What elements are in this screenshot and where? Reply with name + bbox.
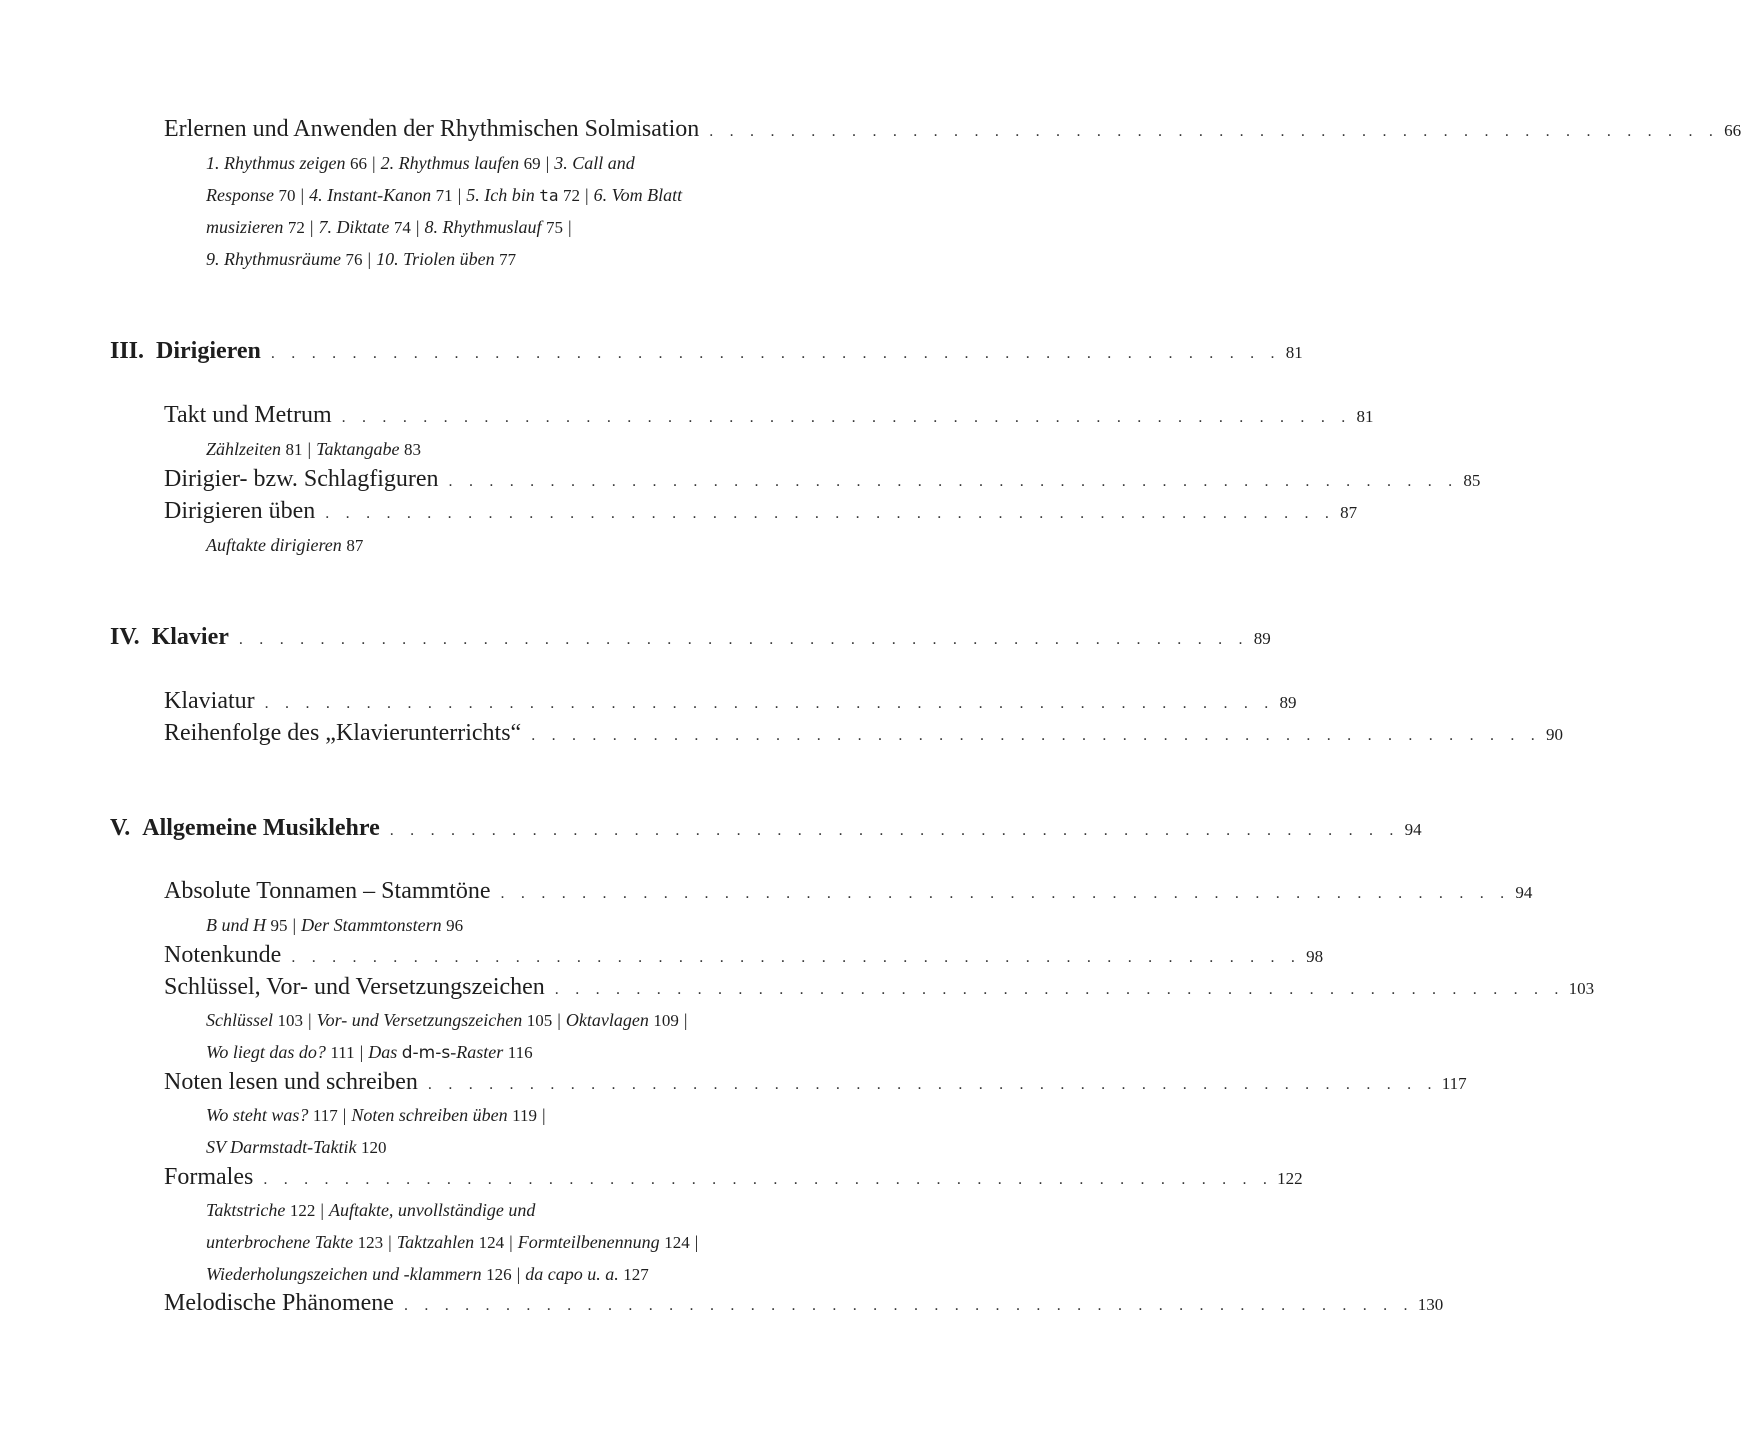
- subentry-page: 66: [349, 154, 367, 173]
- subentry-title: Das: [368, 1042, 398, 1062]
- subentry-page: 109: [653, 1011, 679, 1030]
- toc-entry-formales[interactable]: [164, 1164, 1303, 1191]
- subentry-title: Der Stammtonstern: [301, 915, 442, 935]
- subentry-title: 9. Rhythmusräume: [206, 249, 341, 269]
- chapter-page: 94: [1404, 820, 1422, 839]
- dot-leader: . . . . . . . . . . . . . . . . . . . . . . . . . . . . . . . . . . . . . . . . . . . . . . . . . .: [448, 473, 1459, 490]
- toc-entry-reihenfolge[interactable]: [164, 720, 1563, 747]
- toc-entry-schlagfiguren[interactable]: [164, 466, 1481, 493]
- separator: |: [300, 185, 305, 205]
- chapter-numeral: III.: [110, 338, 145, 364]
- dot-leader: . . . . . . . . . . . . . . . . . . . . . . . . . . . . . . . . . . . . . . . . . . . . . . . . . .: [389, 822, 1400, 839]
- chapter-heading-klavier[interactable]: [110, 624, 1271, 651]
- separator: |: [308, 1010, 312, 1030]
- chapter-heading-dirigieren[interactable]: [110, 338, 1303, 365]
- subentry-page: 72: [287, 218, 305, 237]
- separator: |: [415, 217, 420, 237]
- toc-entry-melodische-phaenomene[interactable]: [164, 1290, 1444, 1317]
- subentry-title: musizieren: [206, 217, 284, 237]
- subentry-page: 69: [523, 154, 541, 173]
- toc-entry-notenkunde[interactable]: [164, 942, 1324, 969]
- subentry-line: [206, 1010, 692, 1031]
- separator: |: [309, 217, 314, 237]
- subentry-page: 120: [361, 1138, 387, 1157]
- toc-entry-schluessel[interactable]: [164, 974, 1595, 1001]
- separator: |: [584, 185, 589, 205]
- subentry-line: [206, 915, 463, 936]
- entry-title: Reihenfolge des „Klavierunterrichts“: [164, 720, 522, 746]
- chapter-numeral: V.: [110, 815, 131, 841]
- separator: |: [694, 1232, 699, 1252]
- subentry-page: 81: [285, 440, 303, 459]
- separator: |: [542, 1105, 546, 1125]
- subentry-page: 103: [277, 1011, 303, 1030]
- subentry-title: Formteilbenennung: [517, 1232, 660, 1252]
- entry-page: 87: [1340, 503, 1358, 522]
- toc-entry-rhythmische-solmisation[interactable]: [164, 116, 1741, 143]
- entry-page: 98: [1306, 947, 1324, 966]
- dot-leader: . . . . . . . . . . . . . . . . . . . . . . . . . . . . . . . . . . . . . . . . . . . . . . . . . .: [500, 885, 1511, 902]
- entry-title: Notenkunde: [164, 942, 282, 968]
- entry-title: Erlernen und Anwenden der Rhythmischen Solmisation: [164, 116, 700, 142]
- subentry-title: da capo u. a.: [525, 1264, 619, 1284]
- entry-title: Takt und Metrum: [164, 402, 332, 428]
- subentry-title: Schlüssel: [206, 1010, 273, 1030]
- separator: |: [320, 1200, 324, 1220]
- subentry-title: Wo liegt das do?: [206, 1042, 326, 1062]
- subentry-title: Noten schreiben üben: [351, 1105, 508, 1125]
- subentry-title: Oktavlagen: [565, 1010, 649, 1030]
- subentry-page: 75: [546, 218, 564, 237]
- chapter-title: Dirigieren: [156, 338, 261, 364]
- subentry-page: 124: [664, 1233, 690, 1252]
- separator: |: [683, 1010, 688, 1030]
- entry-title: Schlüssel, Vor- und Versetzungszeichen: [164, 974, 545, 1000]
- entry-page: 130: [1417, 1295, 1444, 1314]
- toc-entry-absolute-tonnamen[interactable]: [164, 878, 1533, 905]
- separator: |: [545, 153, 550, 173]
- subentry-line: [206, 153, 635, 174]
- entry-page: 122: [1277, 1169, 1303, 1188]
- subentry-page: 105: [526, 1011, 553, 1030]
- chapter-page: 81: [1285, 343, 1303, 362]
- entry-title: Dirigier- bzw. Schlagfiguren: [164, 466, 439, 492]
- subentry-title: Taktzahlen: [396, 1232, 475, 1252]
- entry-title: Noten lesen und schreiben: [164, 1069, 418, 1095]
- subentry-title: Taktstriche: [206, 1200, 286, 1220]
- subentry-title: 6. Vom Blatt: [593, 185, 683, 205]
- subentry-page: 123: [357, 1233, 384, 1252]
- subentry-line: [206, 535, 363, 556]
- toc-entry-noten-lesen[interactable]: [164, 1069, 1467, 1096]
- subentry-page: 122: [289, 1201, 316, 1220]
- subentry-page: 116: [507, 1043, 533, 1062]
- subentry-page: 96: [446, 916, 464, 935]
- chapter-heading-allgemeine-musiklehre[interactable]: [110, 815, 1422, 842]
- subentry-page: 119: [512, 1106, 538, 1125]
- subentry-title: 1. Rhythmus zeigen: [206, 153, 346, 173]
- subentry-page: 72: [562, 186, 580, 205]
- subentry-page: 117: [312, 1106, 338, 1125]
- dot-leader: . . . . . . . . . . . . . . . . . . . . . . . . . . . . . . . . . . . . . . . . . . . . . . . . . .: [264, 695, 1275, 712]
- entry-page: 117: [1441, 1074, 1467, 1093]
- dot-leader: . . . . . . . . . . . . . . . . . . . . . . . . . . . . . . . . . . . . . . . . . . . . . . . . . .: [238, 631, 1249, 648]
- chapter-title: Allgemeine Musiklehre: [142, 815, 380, 841]
- entry-title: Klaviatur: [164, 688, 255, 714]
- solfege-syllables: d-m-s: [401, 1043, 451, 1063]
- subentry-page: 127: [623, 1265, 649, 1284]
- subentry-title: 7. Diktate: [318, 217, 390, 237]
- subentry-title: 2. Rhythmus laufen: [380, 153, 520, 173]
- subentry-line: [206, 185, 682, 206]
- toc-entry-klaviatur[interactable]: [164, 688, 1297, 715]
- subentry-title: Auftakte dirigieren: [206, 535, 342, 555]
- entry-title: Dirigieren üben: [164, 498, 316, 524]
- entry-title: Absolute Tonnamen – Stammtöne: [164, 878, 491, 904]
- subentry-title: Wo steht was?: [206, 1105, 309, 1125]
- subentry-title: B und H: [206, 915, 266, 935]
- separator: |: [367, 249, 372, 269]
- dot-leader: . . . . . . . . . . . . . . . . . . . . . . . . . . . . . . . . . . . . . . . . . . . . . . . . . .: [709, 123, 1720, 140]
- subentry-title: Taktangabe: [316, 439, 400, 459]
- dot-leader: . . . . . . . . . . . . . . . . . . . . . . . . . . . . . . . . . . . . . . . . . . . . . . . . . .: [325, 505, 1336, 522]
- dot-leader: . . . . . . . . . . . . . . . . . . . . . . . . . . . . . . . . . . . . . . . . . . . . . . . . . .: [291, 949, 1302, 966]
- subentry-title: 5. Ich bin: [466, 185, 535, 205]
- entry-title: Formales: [164, 1164, 254, 1190]
- separator: |: [388, 1232, 392, 1252]
- entry-page: 81: [1356, 407, 1374, 426]
- toc-entry-dirigieren-ueben[interactable]: [164, 498, 1358, 525]
- toc-entry-takt-und-metrum[interactable]: [164, 402, 1374, 429]
- dot-leader: . . . . . . . . . . . . . . . . . . . . . . . . . . . . . . . . . . . . . . . . . . . . . . . . . .: [554, 981, 1565, 998]
- subentry-title: unterbrochene Takte: [206, 1232, 354, 1252]
- separator: |: [359, 1042, 364, 1062]
- subentry-title: 3. Call and: [554, 153, 635, 173]
- subentry-page: 111: [330, 1043, 355, 1062]
- subentry-line: [206, 1105, 551, 1126]
- subentry-line: [206, 249, 516, 270]
- subentry-title: 8. Rhythmuslauf: [424, 217, 542, 237]
- subentry-page: 124: [478, 1233, 505, 1252]
- dot-leader: . . . . . . . . . . . . . . . . . . . . . . . . . . . . . . . . . . . . . . . . . . . . . . . . . .: [427, 1076, 1438, 1093]
- entry-page: 94: [1515, 883, 1533, 902]
- dot-leader: . . . . . . . . . . . . . . . . . . . . . . . . . . . . . . . . . . . . . . . . . . . . . . . . . .: [263, 1171, 1274, 1188]
- subentry-page: 70: [278, 186, 296, 205]
- dot-leader: . . . . . . . . . . . . . . . . . . . . . . . . . . . . . . . . . . . . . . . . . . . . . . . . . .: [341, 409, 1352, 426]
- entry-page: 85: [1463, 471, 1481, 490]
- chapter-numeral: IV.: [110, 624, 140, 650]
- subentry-title: 10. Triolen üben: [376, 249, 495, 269]
- separator: |: [307, 439, 312, 459]
- subentry-page: 83: [403, 440, 421, 459]
- entry-title: Melodische Phänomene: [164, 1290, 394, 1316]
- subentry-line: [206, 1042, 533, 1063]
- entry-page: 103: [1568, 979, 1595, 998]
- separator: |: [568, 217, 572, 237]
- entry-page: 90: [1546, 725, 1563, 744]
- dot-leader: . . . . . . . . . . . . . . . . . . . . . . . . . . . . . . . . . . . . . . . . . . . . . . . . . .: [403, 1297, 1414, 1314]
- subentry-page: 74: [393, 218, 411, 237]
- chapter-page: 89: [1253, 629, 1271, 648]
- separator: |: [342, 1105, 347, 1125]
- subentry-line: [206, 1137, 387, 1158]
- dot-leader: . . . . . . . . . . . . . . . . . . . . . . . . . . . . . . . . . . . . . . . . . . . . . . . . . .: [270, 345, 1281, 362]
- dot-leader: . . . . . . . . . . . . . . . . . . . . . . . . . . . . . . . . . . . . . . . . . . . . . . . . . .: [531, 727, 1541, 744]
- subentry-line: [206, 439, 421, 460]
- subentry-line: [206, 1232, 703, 1253]
- subentry-title: Wiederholungszeichen und -klammern: [206, 1264, 482, 1284]
- subentry-title: Vor- und Versetzungszeichen: [316, 1010, 523, 1030]
- separator: |: [557, 1010, 561, 1030]
- entry-page: 66: [1724, 121, 1741, 140]
- subentry-page: 126: [486, 1265, 512, 1284]
- separator: |: [292, 915, 297, 935]
- rhythm-syllable: ta: [539, 186, 559, 205]
- subentry-title: Auftakte, unvollständige und: [328, 1200, 536, 1220]
- subentry-title: 4. Instant-Kanon: [309, 185, 432, 205]
- separator: |: [457, 185, 462, 205]
- subentry-line: [206, 217, 577, 238]
- subentry-title: SV Darmstadt-Taktik: [206, 1137, 357, 1157]
- separator: |: [516, 1264, 521, 1284]
- subentry-line: [206, 1264, 649, 1285]
- subentry-title: -Raster: [450, 1042, 504, 1062]
- subentry-page: 87: [346, 536, 364, 555]
- subentry-page: 77: [499, 250, 517, 269]
- separator: |: [371, 153, 376, 173]
- entry-page: 89: [1279, 693, 1297, 712]
- separator: |: [509, 1232, 513, 1252]
- subentry-line: [206, 1200, 535, 1221]
- subentry-title: Zählzeiten: [206, 439, 281, 459]
- subentry-page: 76: [345, 250, 363, 269]
- subentry-title: Response: [206, 185, 274, 205]
- chapter-title: Klavier: [151, 624, 229, 650]
- subentry-page: 95: [270, 916, 288, 935]
- subentry-page: 71: [435, 186, 453, 205]
